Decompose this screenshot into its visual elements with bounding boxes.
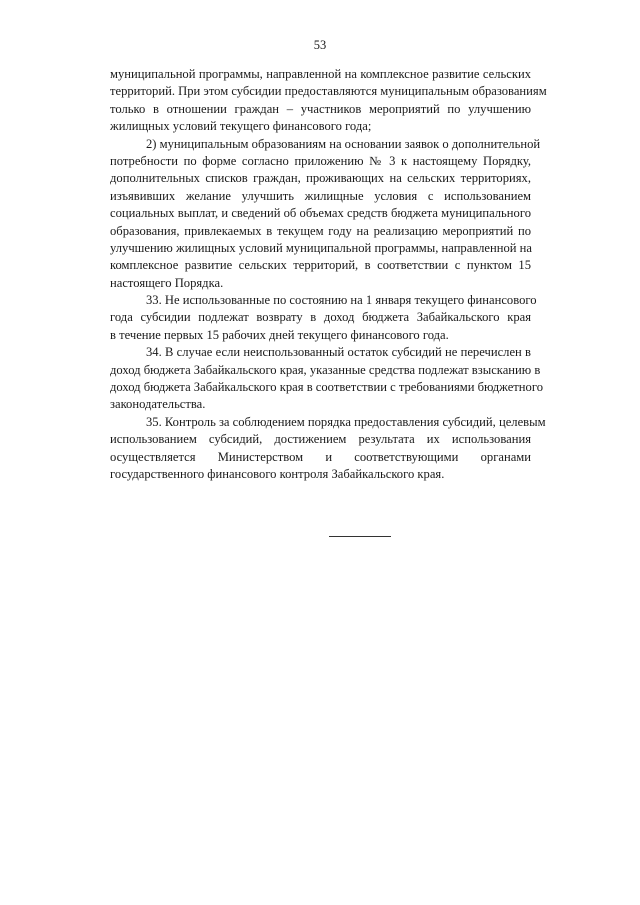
text-line: осуществляется Министерством и соответствующими органами	[110, 449, 531, 464]
text-line: образования, привлекаемых в текущем году на реализацию мероприятий по	[110, 223, 531, 238]
text-line: законодательства.	[110, 397, 206, 412]
paragraph-item-34	[110, 344, 543, 414]
text-line: доход бюджета Забайкальского края в соответствии с требованиями бюджетного	[110, 380, 543, 395]
text-line: доход бюджета Забайкальского края, указанные средства подлежат взысканию в	[110, 362, 541, 377]
text-line: 34. В случае если неиспользованный остаток субсидий не перечислен в	[146, 345, 531, 360]
text-line: 2) муниципальным образованиям на основании заявок о дополнительной	[146, 136, 541, 151]
document-body	[110, 66, 547, 483]
end-separator-line	[329, 536, 391, 537]
text-line: изъявивших желание улучшить жилищные условия с использованием	[110, 188, 531, 203]
page-number: 53	[313, 38, 327, 52]
text-line: 35. Контроль за соблюдением порядка предоставления субсидий, целевым	[146, 414, 546, 429]
text-line: муниципальной программы, направленной на комплексное развитие сельских	[110, 67, 531, 81]
text-line: в течение первых 15 рабочих дней текущего финансового года.	[110, 327, 449, 342]
paragraph-item-35	[110, 414, 546, 484]
paragraph-continuation	[110, 66, 547, 136]
text-line: государственного финансового контроля Забайкальского края.	[110, 466, 445, 481]
paragraph-item-2	[110, 136, 541, 293]
text-line: 33. Не использованные по состоянию на 1 января текущего финансового	[146, 293, 537, 308]
paragraph-item-33	[110, 292, 537, 344]
text-line: года субсидии подлежат возврату в доход бюджета Забайкальского края	[110, 310, 531, 325]
text-line: жилищных условий текущего финансового года;	[110, 119, 372, 134]
text-line: дополнительных списков граждан, проживающих на сельских территориях,	[110, 171, 531, 186]
text-line: территорий. При этом субсидии предоставляются муниципальным образованиям	[110, 84, 547, 99]
text-line: улучшению жилищных условий муниципальной программы, направленной на	[110, 240, 532, 255]
text-line: комплексное развитие сельских территорий, в соответствии с пунктом 15	[110, 258, 531, 273]
text-line: социальных выплат, и сведений об объемах средств бюджета муниципального	[110, 206, 531, 221]
text-line: только в отношении граждан – участников мероприятий по улучшению	[110, 101, 531, 116]
text-line: потребности по форме согласно приложению № 3 к настоящему Порядку,	[110, 153, 531, 168]
text-line: настоящего Порядка.	[110, 275, 224, 290]
text-line: использованием субсидий, достижением результата их использования	[110, 432, 531, 447]
